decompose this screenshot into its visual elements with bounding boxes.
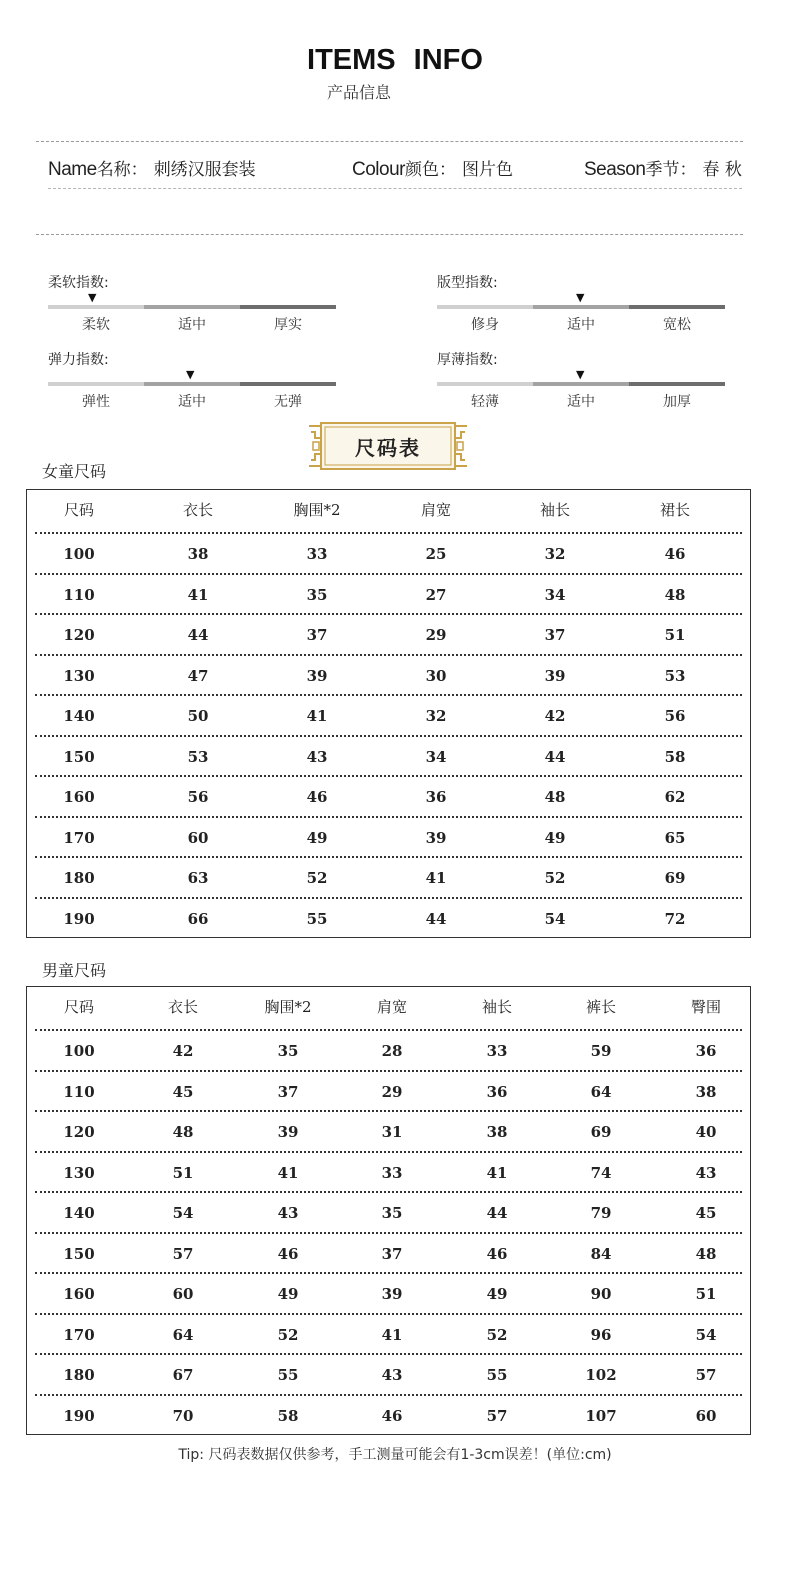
thickness-option: 适中 [567, 394, 595, 410]
table-cell: 34 [425, 748, 447, 766]
table-cell: 90 [590, 1285, 612, 1303]
table-row [27, 575, 750, 615]
table-cell: 45 [695, 1204, 717, 1222]
table-cell: 39 [381, 1285, 403, 1303]
table-cell: 51 [695, 1285, 717, 1303]
table-cell: 190 [63, 910, 95, 928]
table-cell: 38 [486, 1123, 508, 1141]
name-field [48, 155, 256, 181]
divider-info [48, 188, 742, 189]
table-cell: 64 [172, 1326, 194, 1344]
table-cell: 46 [277, 1245, 299, 1263]
softness-index-label: 柔软指数: [48, 275, 109, 291]
table-cell: 57 [695, 1366, 717, 1384]
table-cell: 52 [486, 1326, 508, 1344]
table-cell: 36 [486, 1083, 508, 1101]
table-cell: 130 [63, 667, 95, 685]
table-cell: 46 [486, 1245, 508, 1263]
table-cell: 140 [63, 707, 95, 725]
table-cell: 107 [585, 1407, 617, 1425]
name-value: 刺绣汉服套装 [153, 160, 256, 180]
colour-en-label: Colour [352, 159, 405, 180]
table-cell: 49 [544, 829, 566, 847]
table-cell: 41 [425, 869, 447, 887]
table-cell: 29 [425, 626, 447, 644]
table-row [27, 1396, 750, 1436]
fit-option: 宽松 [663, 317, 691, 333]
fit-option: 修身 [471, 317, 499, 333]
elasticity-option: 适中 [178, 394, 206, 410]
table-cell: 49 [277, 1285, 299, 1303]
table-cell: 52 [306, 869, 328, 887]
table-cell: 57 [172, 1245, 194, 1263]
product-info-row [48, 155, 742, 179]
table-cell: 46 [664, 545, 686, 563]
table-row [27, 1274, 750, 1314]
table-cell: 180 [63, 1366, 95, 1384]
table-row [27, 1193, 750, 1233]
table-row [27, 858, 750, 898]
table-cell: 33 [306, 545, 328, 563]
table-header-cell: 袖长 [539, 501, 570, 519]
table-cell: 67 [172, 1366, 194, 1384]
table-cell: 72 [664, 910, 686, 928]
table-cell: 27 [425, 586, 447, 604]
table-cell: 41 [381, 1326, 403, 1344]
table-cell: 36 [425, 788, 447, 806]
elasticity-option: 无弹 [274, 394, 302, 410]
table-row [27, 656, 750, 696]
divider-bottom [36, 234, 743, 235]
table-cell: 44 [425, 910, 447, 928]
softness-option: 柔软 [82, 317, 110, 333]
boys-size-label: 男童尺码 [42, 961, 107, 980]
table-cell: 48 [544, 788, 566, 806]
table-cell: 43 [277, 1204, 299, 1222]
table-row [27, 777, 750, 817]
table-cell: 150 [63, 748, 95, 766]
fit-marker-icon: ▼ [576, 291, 585, 304]
elasticity-marker-icon: ▼ [186, 368, 195, 381]
season-cn-label: 季节： [645, 160, 697, 180]
table-row [27, 1112, 750, 1152]
table-cell: 190 [63, 1407, 95, 1425]
table-cell: 110 [63, 586, 95, 604]
softness-options [48, 314, 336, 334]
table-cell: 110 [63, 1083, 95, 1101]
table-header-cell: 胸围*2 [264, 998, 312, 1016]
name-cn-label: 名称： [96, 160, 148, 180]
thickness-index-bar [437, 382, 725, 386]
fit-options [437, 314, 725, 334]
table-row [27, 1072, 750, 1112]
table-cell: 30 [425, 667, 447, 685]
softness-option: 适中 [178, 317, 206, 333]
table-cell: 32 [425, 707, 447, 725]
table-cell: 44 [486, 1204, 508, 1222]
table-cell: 57 [486, 1407, 508, 1425]
badge-title: 尺码表 [355, 436, 421, 460]
table-cell: 56 [664, 707, 686, 725]
table-header-cell: 肩宽 [420, 501, 451, 519]
season-field [584, 155, 742, 181]
table-cell: 102 [585, 1366, 617, 1384]
table-cell: 60 [695, 1407, 717, 1425]
fit-index-bar [437, 305, 725, 309]
table-cell: 34 [544, 586, 566, 604]
fit-option: 适中 [567, 317, 595, 333]
elasticity-options [48, 391, 336, 411]
table-row [27, 737, 750, 777]
table-cell: 52 [277, 1326, 299, 1344]
table-cell: 47 [187, 667, 209, 685]
table-cell: 100 [63, 545, 95, 563]
table-cell: 46 [381, 1407, 403, 1425]
colour-value: 图片色 [461, 160, 513, 180]
table-header-cell: 裤长 [585, 998, 616, 1016]
girls-size-table [26, 489, 751, 938]
table-cell: 65 [664, 829, 686, 847]
table-cell: 41 [187, 586, 209, 604]
table-cell: 43 [695, 1164, 717, 1182]
softness-option: 厚实 [274, 317, 302, 333]
thickness-index-label: 厚薄指数: [437, 352, 498, 368]
table-cell: 33 [381, 1164, 403, 1182]
table-header-cell: 尺码 [63, 998, 94, 1016]
table-header-cell: 袖长 [481, 998, 512, 1016]
table-cell: 32 [544, 545, 566, 563]
softness-index-bar [48, 305, 336, 309]
table-cell: 58 [277, 1407, 299, 1425]
table-cell: 25 [425, 545, 447, 563]
page-subtitle: 产品信息 [327, 83, 392, 102]
season-en-label: Season [584, 159, 646, 180]
table-header-cell: 裙长 [659, 501, 690, 519]
table-row [27, 1234, 750, 1274]
table-cell: 41 [277, 1164, 299, 1182]
table-cell: 60 [172, 1285, 194, 1303]
table-cell: 56 [187, 788, 209, 806]
table-cell: 35 [381, 1204, 403, 1222]
fit-index-label: 版型指数: [437, 275, 498, 291]
table-cell: 58 [664, 748, 686, 766]
page-title: ITEMS INFO [307, 44, 483, 76]
table-header-cell: 衣长 [182, 501, 213, 519]
table-cell: 55 [306, 910, 328, 928]
table-cell: 36 [695, 1042, 717, 1060]
table-cell: 48 [172, 1123, 194, 1141]
table-cell: 48 [664, 586, 686, 604]
table-row [27, 1355, 750, 1395]
table-cell: 48 [695, 1245, 717, 1263]
table-cell: 69 [664, 869, 686, 887]
table-cell: 84 [590, 1245, 612, 1263]
table-cell: 41 [306, 707, 328, 725]
table-cell: 53 [664, 667, 686, 685]
table-cell: 150 [63, 1245, 95, 1263]
table-cell: 33 [486, 1042, 508, 1060]
table-cell: 50 [187, 707, 209, 725]
table-cell: 43 [381, 1366, 403, 1384]
table-cell: 43 [306, 748, 328, 766]
thickness-option: 加厚 [663, 394, 691, 410]
table-cell: 49 [306, 829, 328, 847]
table-cell: 42 [544, 707, 566, 725]
softness-marker-icon: ▼ [88, 291, 97, 304]
table-header-cell: 衣长 [167, 998, 198, 1016]
table-cell: 74 [590, 1164, 612, 1182]
table-header-row [27, 490, 750, 530]
table-cell: 46 [306, 788, 328, 806]
table-cell: 170 [63, 1326, 95, 1344]
table-cell: 54 [544, 910, 566, 928]
table-header-cell: 臀围 [690, 998, 721, 1016]
table-cell: 40 [695, 1123, 717, 1141]
table-cell: 35 [277, 1042, 299, 1060]
table-cell: 120 [63, 1123, 95, 1141]
table-cell: 42 [172, 1042, 194, 1060]
table-cell: 51 [664, 626, 686, 644]
table-row [27, 615, 750, 655]
table-row [27, 899, 750, 939]
colour-cn-label: 颜色： [404, 160, 456, 180]
table-header-row [27, 987, 750, 1027]
girls-size-label: 女童尺码 [42, 462, 107, 481]
table-cell: 39 [277, 1123, 299, 1141]
table-cell: 54 [172, 1204, 194, 1222]
thickness-marker-icon: ▼ [576, 368, 585, 381]
table-header-cell: 胸围*2 [293, 501, 341, 519]
table-cell: 55 [486, 1366, 508, 1384]
table-cell: 51 [172, 1164, 194, 1182]
elasticity-index-label: 弹力指数: [48, 352, 109, 368]
elasticity-index-bar [48, 382, 336, 386]
table-row [27, 534, 750, 574]
table-cell: 54 [695, 1326, 717, 1344]
table-cell: 37 [544, 626, 566, 644]
name-en-label: Name [48, 159, 97, 180]
table-cell: 37 [381, 1245, 403, 1263]
table-cell: 41 [486, 1164, 508, 1182]
table-cell: 38 [695, 1083, 717, 1101]
table-cell: 35 [306, 586, 328, 604]
table-cell: 66 [187, 910, 209, 928]
table-row [27, 1315, 750, 1355]
thickness-options [437, 391, 725, 411]
table-cell: 64 [590, 1083, 612, 1101]
table-row [27, 1031, 750, 1071]
season-value: 春 秋 [702, 160, 742, 180]
table-cell: 62 [664, 788, 686, 806]
table-cell: 39 [544, 667, 566, 685]
table-cell: 70 [172, 1407, 194, 1425]
table-cell: 180 [63, 869, 95, 887]
colour-field [352, 155, 513, 181]
divider-top [36, 141, 743, 142]
table-cell: 63 [187, 869, 209, 887]
table-cell: 53 [187, 748, 209, 766]
table-cell: 38 [187, 545, 209, 563]
thickness-option: 轻薄 [471, 394, 499, 410]
table-cell: 69 [590, 1123, 612, 1141]
table-header-cell: 肩宽 [376, 998, 407, 1016]
table-cell: 44 [544, 748, 566, 766]
table-cell: 37 [306, 626, 328, 644]
table-cell: 39 [306, 667, 328, 685]
table-cell: 45 [172, 1083, 194, 1101]
table-cell: 170 [63, 829, 95, 847]
table-cell: 59 [590, 1042, 612, 1060]
boys-size-table [26, 986, 751, 1435]
table-row [27, 1153, 750, 1193]
elasticity-option: 弹性 [82, 394, 110, 410]
table-cell: 140 [63, 1204, 95, 1222]
table-cell: 52 [544, 869, 566, 887]
table-cell: 44 [187, 626, 209, 644]
table-cell: 37 [277, 1083, 299, 1101]
table-header-cell: 尺码 [63, 501, 94, 519]
table-cell: 60 [187, 829, 209, 847]
table-cell: 130 [63, 1164, 95, 1182]
table-row [27, 818, 750, 858]
table-cell: 31 [381, 1123, 403, 1141]
table-cell: 29 [381, 1083, 403, 1101]
table-cell: 96 [590, 1326, 612, 1344]
table-cell: 100 [63, 1042, 95, 1060]
size-chart-badge [307, 420, 469, 472]
table-row [27, 696, 750, 736]
table-cell: 160 [63, 1285, 95, 1303]
measurement-tip: Tip: 尺码表数据仅供参考，手工测量可能会有1-3cm误差！(单位:cm) [178, 1447, 612, 1463]
table-cell: 49 [486, 1285, 508, 1303]
table-cell: 28 [381, 1042, 403, 1060]
table-cell: 39 [425, 829, 447, 847]
table-cell: 120 [63, 626, 95, 644]
table-cell: 55 [277, 1366, 299, 1384]
table-cell: 79 [590, 1204, 612, 1222]
table-cell: 160 [63, 788, 95, 806]
